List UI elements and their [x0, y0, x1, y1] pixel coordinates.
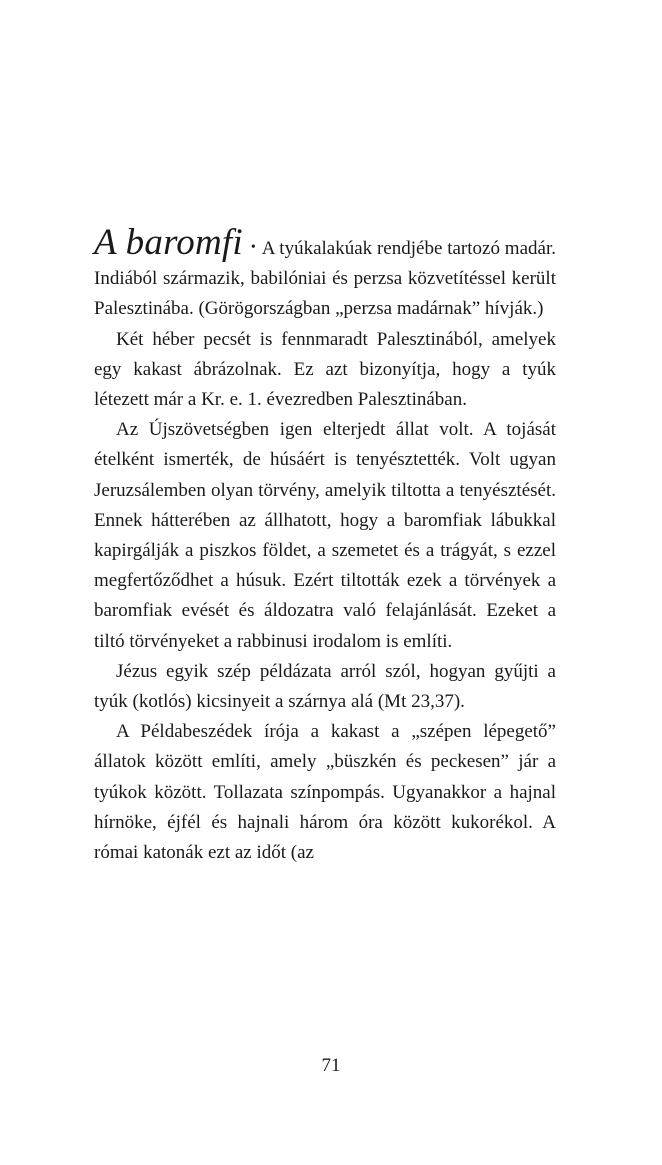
entry-title: A baromfi: [94, 222, 243, 263]
bullet-separator: •: [250, 240, 256, 255]
page-number: 71: [321, 1055, 341, 1076]
body-paragraph: Az Újszövetségben igen elterjedt állat volt. A tojását ételként ismerték, de húsáért is tenyésztették. Volt ugyan Jeruzsálemben olyan törvény, amelyik tiltotta a tenyésztését. Ennek hátterében az állhatott, hogy a baromfiak lábukkal kapirgálják a piszkos földet, a szemetet és a trágyát, s ezzel megfertőződhet a húsuk. Ezért tiltották ezek a törvények a baromfiak evését és áldozatra való felajánlását. Ezeket a tiltó törvényeket a rabbinusi irodalom is említi.: [94, 419, 556, 652]
body-paragraph: Két héber pecsét is fennmaradt Palesztinából, amelyek egy kakast ábrázolnak. Ez azt bizonyítja, hogy a tyúk létezett már a Kr. e. 1. évezredben Palesztinában.: [94, 328, 556, 411]
body-paragraph: A Példabeszédek írója a kakast a „szépen lépegető” állatok között említi, amely „büszkén és peckesen” jár a tyúkok között. Tollazata színpompás. Ugyanakkor a hajnal hírnöke, éjfél és hajnali három óra között kukorékol. A római katonák ezt az időt (az: [94, 721, 556, 864]
entry-intro-text: A tyúkalakúak rendjébe tartozó madár. Indiából származik, babilóniai és perzsa közvetítéssel került Palesztinába. (Görögországban „perzsa madárnak” hívják.): [94, 238, 556, 320]
entry-paragraph: [94, 222, 556, 325]
body-paragraph: Jézus egyik szép példázata arról szól, hogyan gyűjti a tyúk (kotlós) kicsinyeit a szárnya alá (Mt 23,37).: [94, 660, 556, 713]
page-body: [94, 222, 556, 868]
